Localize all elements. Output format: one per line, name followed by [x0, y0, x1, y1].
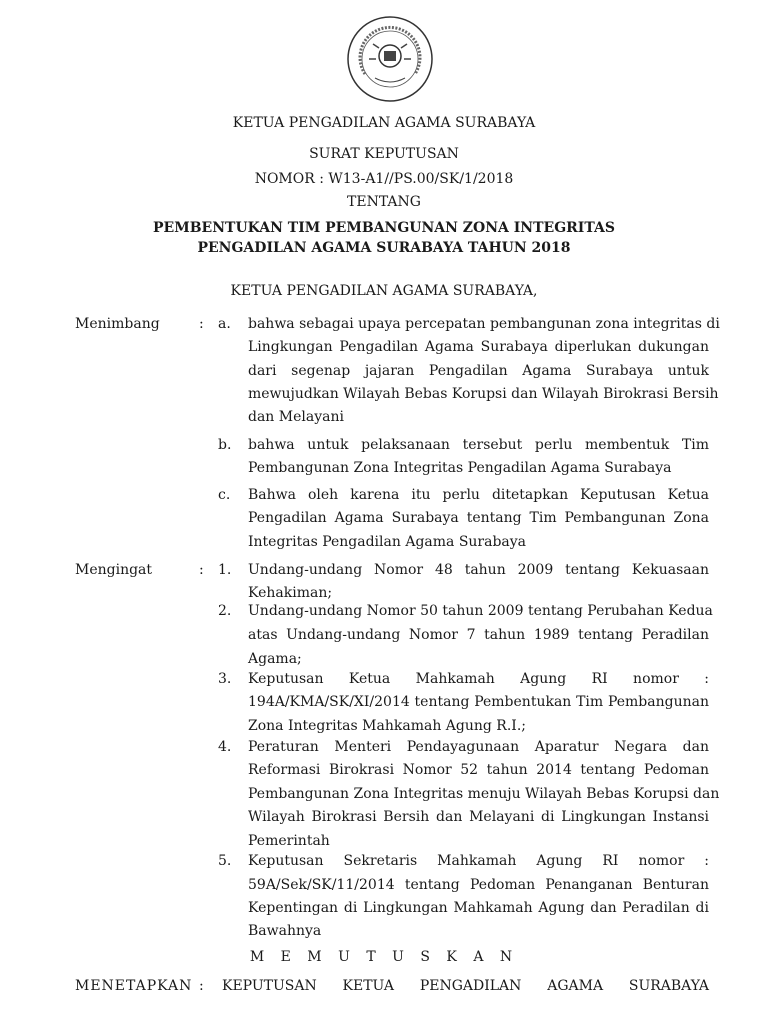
menetapkan-label: MENETAPKAN	[75, 978, 193, 994]
item-text-line: mewujudkan Wilayah Bebas Korupsi dan Wilayah Birokrasi Bersih	[248, 386, 719, 402]
doc-type: SURAT KEPUTUSAN	[309, 146, 459, 162]
signatory-heading: KETUA PENGADILAN AGAMA SURABAYA,	[230, 283, 538, 299]
mengingat-label: Mengingat	[75, 562, 153, 578]
item-text-line: dan Melayani	[248, 409, 344, 425]
item-text-line: 59A/Sek/SK/11/2014 tentang Pedoman Penanganan Benturan	[248, 877, 709, 893]
item-marker: c.	[218, 487, 231, 503]
item-marker: 3.	[218, 671, 232, 687]
court-seal-logo	[345, 14, 435, 104]
item-marker: b.	[218, 437, 232, 453]
item-text-line: Bahwa oleh karena itu perlu ditetapkan Keputusan Ketua	[248, 487, 709, 503]
item-text-line: Undang-undang Nomor 48 tahun 2009 tentang Kekuasaan	[248, 562, 709, 578]
item-marker: a.	[218, 316, 231, 332]
item-text-line: 194A/KMA/SK/XI/2014 tentang Pembentukan Tim Pembangunan	[248, 694, 709, 710]
item-text-line: Wilayah Birokrasi Bersih dan Melayani di Lingkungan Instansi	[248, 809, 709, 825]
item-text-line: bahwa sebagai upaya percepatan pembangunan zona integritas di	[248, 316, 720, 332]
item-text-line: Keputusan Sekretaris Mahkamah Agung RI nomor :	[248, 853, 709, 869]
item-text-line: bahwa untuk pelaksanaan tersebut perlu membentuk Tim	[248, 437, 709, 453]
menetapkan-text: KEPUTUSAN KETUA PENGADILAN AGAMA SURABAYA	[222, 978, 709, 994]
item-text-line: Pemerintah	[248, 833, 330, 849]
about-label: TENTANG	[347, 194, 421, 210]
doc-number: NOMOR : W13-A1//PS.00/SK/1/2018	[254, 171, 514, 187]
title-line-2: PENGADILAN AGAMA SURABAYA TAHUN 2018	[197, 240, 571, 256]
item-marker: 2.	[218, 603, 232, 619]
item-text-line: Keputusan Ketua Mahkamah Agung RI nomor :	[248, 671, 709, 687]
item-text-line: Pembangunan Zona Integritas Pengadilan Agama Surabaya	[248, 460, 672, 476]
item-text-line: Kepentingan di Lingkungan Mahkamah Agung dan Peradilan di	[248, 900, 709, 916]
mengingat-colon: :	[199, 562, 204, 578]
item-text-line: Pembangunan Zona Integritas menuju Wilayah Bebas Korupsi dan	[248, 786, 720, 802]
item-text-line: atas Undang-undang Nomor 7 tahun 1989 tentang Peradilan	[248, 627, 709, 643]
decision-heading: M E M U T U S K A N	[249, 949, 519, 965]
menimbang-label: Menimbang	[75, 316, 160, 332]
item-text-line: Zona Integritas Mahkamah Agung R.I.;	[248, 718, 526, 734]
menetapkan-colon: :	[199, 978, 204, 994]
title-line-1: PEMBENTUKAN TIM PEMBANGUNAN ZONA INTEGRITAS	[153, 220, 615, 236]
item-marker: 4.	[218, 739, 232, 755]
item-text-line: Pengadilan Agama Surabaya tentang Tim Pembangunan Zona	[248, 510, 709, 526]
item-text-line: dari segenap jajaran Pengadilan Agama Surabaya untuk	[248, 363, 709, 379]
item-text-line: Integritas Pengadilan Agama Surabaya	[248, 534, 527, 550]
item-text-line: Peraturan Menteri Pendayagunaan Aparatur Negara dan	[248, 739, 709, 755]
item-text-line: Agama;	[248, 651, 302, 667]
menimbang-colon: :	[199, 316, 204, 332]
item-text-line: Undang-undang Nomor 50 tahun 2009 tentang Perubahan Kedua	[248, 603, 713, 619]
item-text-line: Bawahnya	[248, 923, 322, 939]
item-text-line: Lingkungan Pengadilan Agama Surabaya diperlukan dukungan	[248, 339, 709, 355]
authority-heading: KETUA PENGADILAN AGAMA SURABAYA	[232, 115, 536, 131]
item-marker: 5.	[218, 853, 232, 869]
item-text-line: Reformasi Birokrasi Nomor 52 tahun 2014 tentang Pedoman	[248, 762, 709, 778]
item-text-line: Kehakiman;	[248, 585, 333, 601]
item-marker: 1.	[218, 562, 232, 578]
